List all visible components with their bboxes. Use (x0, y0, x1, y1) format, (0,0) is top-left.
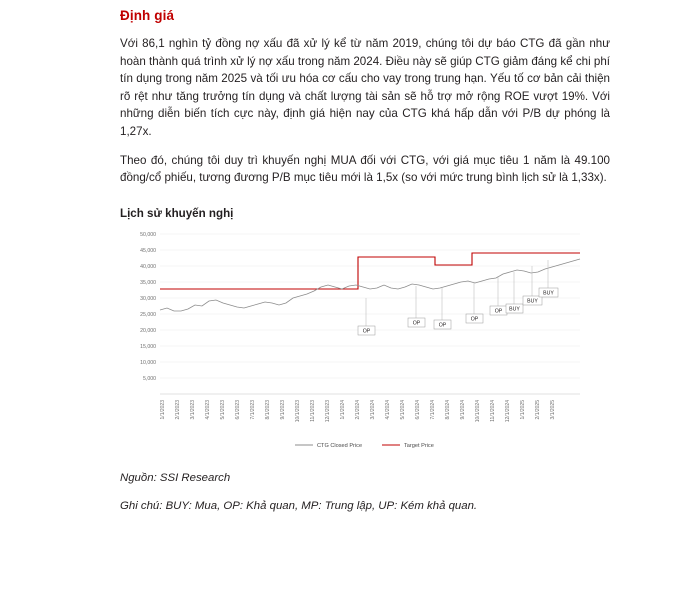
rating-marker-label: OP (470, 316, 479, 323)
rating-marker-label: BUY (527, 298, 538, 305)
x-tick-label: 11/1/2023 (310, 399, 316, 422)
rating-marker-label: OP (362, 328, 371, 335)
y-tick-label: 5,000 (143, 375, 156, 382)
x-tick-label: 5/1/2023 (220, 399, 226, 420)
x-tick-label: 1/1/2023 (160, 399, 166, 420)
x-tick-label: 12/1/2024 (505, 399, 511, 423)
rating-marker-label: OP (438, 322, 447, 329)
rating-marker-label: OP (412, 320, 421, 327)
x-tick-label: 2/1/2024 (355, 399, 361, 420)
paragraph-valuation-2: Theo đó, chúng tôi duy trì khuyến nghị MUA đối với CTG, với giá mục tiêu 1 năm là 49.100 đồng/cổ phiếu, tương đương P/B mục tiêu mới là 1,5x (so với mức trung bình lịch sử là 1,33x). (120, 153, 610, 185)
x-axis-labels (160, 400, 556, 422)
section-title: Định giá (120, 8, 175, 23)
legend-label-target: Target Price (404, 442, 434, 449)
y-tick-label: 45,000 (140, 247, 156, 254)
x-tick-label: 1/1/2024 (340, 399, 346, 420)
y-tick-label: 50,000 (140, 231, 156, 238)
x-tick-label: 4/1/2023 (205, 399, 211, 420)
x-tick-label: 9/1/2023 (280, 399, 286, 420)
y-tick-label: 35,000 (140, 279, 156, 286)
y-tick-label: 10,000 (140, 359, 156, 366)
chart-svg (120, 226, 610, 456)
chart-title: Lịch sử khuyến nghị (120, 206, 234, 220)
x-tick-label: 2/1/2025 (535, 399, 541, 420)
chart-legend (295, 443, 434, 449)
y-tick-label: 15,000 (140, 343, 156, 350)
x-tick-label: 8/1/2023 (265, 399, 271, 420)
x-tick-label: 10/1/2023 (295, 399, 301, 423)
y-axis-labels (140, 232, 156, 382)
y-tick-label: 40,000 (140, 263, 156, 270)
x-tick-label: 8/1/2024 (445, 399, 451, 420)
report-content (120, 0, 610, 512)
x-tick-label: 2/1/2023 (175, 399, 181, 420)
x-tick-label: 7/1/2023 (250, 399, 256, 420)
rating-marker-label: OP (494, 308, 503, 315)
x-tick-label: 6/1/2024 (415, 399, 421, 420)
x-tick-label: 11/1/2024 (490, 399, 496, 422)
x-tick-label: 5/1/2024 (400, 399, 406, 420)
recommendation-history-chart (120, 226, 610, 456)
legend-label-price: CTG Closed Price (317, 442, 363, 449)
x-tick-label: 9/1/2024 (460, 399, 466, 420)
x-tick-label: 10/1/2024 (475, 399, 481, 423)
x-tick-label: 12/1/2023 (325, 399, 331, 423)
y-tick-label: 20,000 (140, 327, 156, 334)
rating-marker-label: BUY (543, 290, 554, 297)
y-tick-label: 25,000 (140, 311, 156, 318)
source-note: Nguồn: SSI Research (120, 471, 231, 484)
x-tick-label: 3/1/2025 (550, 399, 556, 420)
rating-marker-label: BUY (509, 306, 520, 313)
x-tick-label: 4/1/2024 (385, 399, 391, 420)
x-tick-label: 3/1/2023 (190, 399, 196, 420)
x-tick-label: 7/1/2024 (430, 399, 436, 420)
x-tick-label: 6/1/2023 (235, 399, 241, 420)
paragraph-valuation-1: Với 86,1 nghìn tỷ đồng nợ xấu đã xử lý kể từ năm 2019, chúng tôi dự báo CTG đã gần như hoàn thành quá trình xử lý nợ xấu trong năm 2024. Điều này sẽ giúp CTG giảm đáng kể chi phí tín dụng trong năm 2025 và tối ưu hóa cơ cấu cho vay trong trung hạn. Yếu tố cơ bản cải thiện rõ rệt như tăng trưởng tín dụng và chất lượng tài sản sẽ hỗ trợ mở rộng ROE vượt 19%. Với những diễn biến tích cực này, định giá hiện nay của CTG khá hấp dẫn với P/B dự phóng là 1,27x. (120, 37, 610, 139)
footnote: Ghi chú: BUY: Mua, OP: Khả quan, MP: Trung lập, UP: Kém khả quan. (120, 499, 478, 512)
x-tick-label: 1/1/2025 (520, 399, 526, 420)
y-tick-label: 30,000 (140, 295, 156, 302)
x-tick-label: 3/1/2024 (370, 399, 376, 420)
